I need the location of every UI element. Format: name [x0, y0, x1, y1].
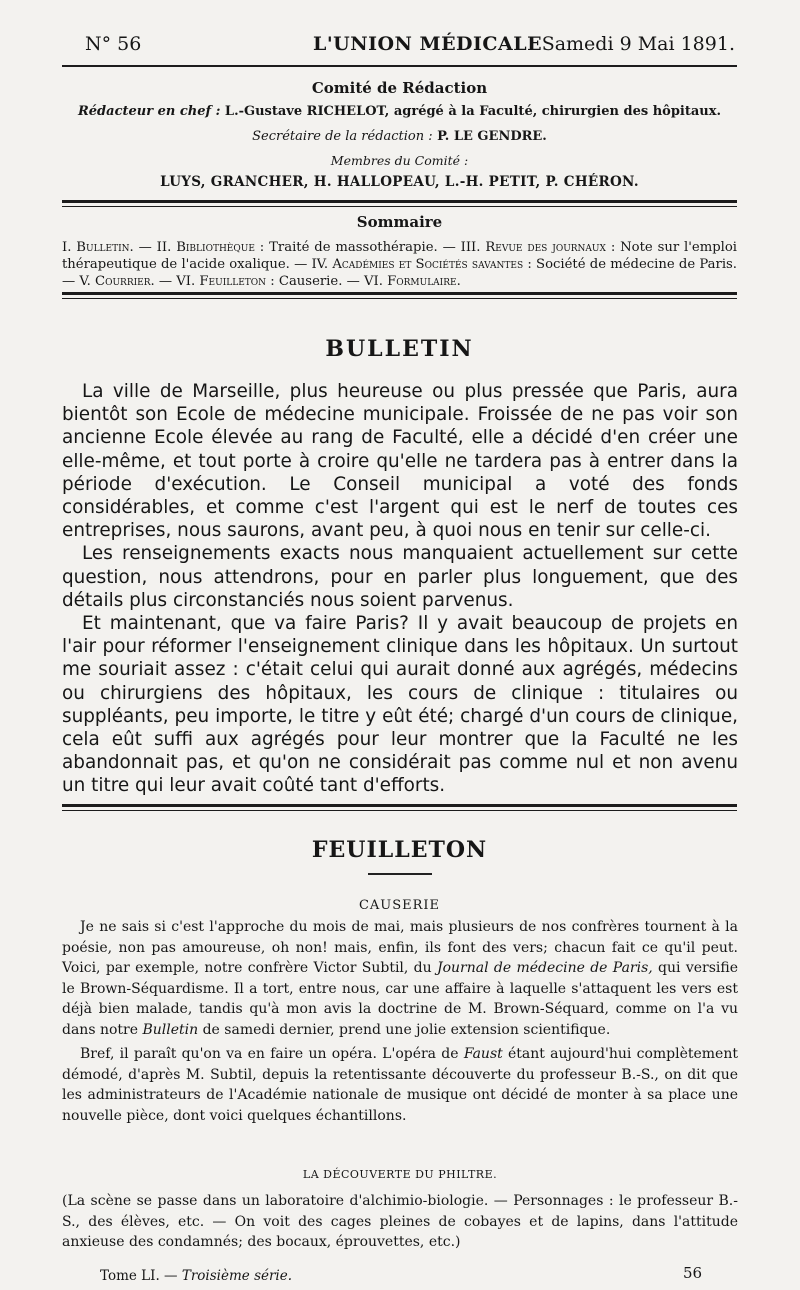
page-header — [85, 33, 735, 59]
sommaire-rule-thin — [62, 298, 737, 299]
text-run: Bref, il paraît qu'on va en faire un opéra. L'opéra de — [80, 1046, 464, 1062]
feuilleton-underline — [368, 873, 432, 875]
text-run: qui versifie le Brown-Séquardisme. Il a tort, entre nous, car une affaire à laquelle s'attaquent les vers est déjà bien malade, tandis qu'à mon avis la doctrine de M. Brown-Séquard, comme on l'a vu dans notre — [62, 960, 739, 1038]
sommaire-section: Courrier. — [94, 274, 155, 289]
feuilleton-body — [62, 917, 738, 1130]
serie-label: Troisième série. — [181, 1268, 293, 1284]
page-number: 56 — [683, 1264, 703, 1282]
sommaire-part: : Traité de massothérapie. — III. — [254, 240, 486, 255]
issue-number: N° 56 — [85, 33, 142, 55]
scene-subhead: LA DÉCOUVERTE DU PHILTRE. — [302, 1168, 498, 1181]
feuilleton-paragraph — [62, 1044, 738, 1126]
bulletin-reference: Bulletin — [142, 1021, 199, 1038]
sommaire-section: Académies et Sociétés savantes — [332, 257, 524, 272]
redacteur-label: Rédacteur en chef : — [77, 104, 221, 119]
sommaire-section: Bulletin. — [76, 240, 134, 255]
feuilleton-paragraph — [62, 917, 738, 1040]
sommaire-part: I. — [62, 240, 77, 255]
sommaire-part: — II. — [133, 240, 177, 255]
bulletin-paragraph: Les renseignements exacts nous manquaient actuellement sur cette question, nous attendrons, pour en parler plus longuement, que des détails plus circonstanciés nous soient parvenus. — [62, 543, 738, 611]
redacteur-line — [62, 104, 737, 119]
membres-names: LUYS, GRANCHER, H. HALLOPEAU, L.-H. PETIT, P. CHÉRON. — [160, 174, 639, 190]
footer-tome — [100, 1268, 292, 1284]
bulletin-title: BULLETIN — [325, 336, 474, 362]
sommaire-section: Feuilleton — [199, 274, 267, 289]
sommaire-part: — VI. — [154, 274, 200, 289]
text-run: étant aujourd'hui complètement démodé, d'après M. Subtil, depuis la retentissante découverte du professeur B.-S., on dit que les administrateurs de l'Académie nationale de musique ont décidé de monter à sa place une nouvelle pièce, dont voici quelques échantillons. — [62, 1046, 738, 1124]
redacteur-text: L.-Gustave RICHELOT, agrégé à la Faculté, chirurgien des hôpitaux. — [220, 104, 722, 119]
sommaire-part: : Causerie. — VI. — [266, 274, 388, 289]
feuilleton-title: FEUILLETON — [311, 837, 488, 863]
journal-name: Journal de médecine de Paris, — [436, 960, 653, 976]
journal-title: L'UNION MÉDICALE — [313, 33, 543, 55]
sommaire-rule-thick — [62, 292, 737, 295]
text-run: Je ne sais si c'est l'approche du mois de mai, mais plusieurs de nos confrères tournent à la poésie, non pas amoureuse, oh non! mais, enfin, ils font des vers; chacun fait ce qu'il peut. Voici, par exemple, notre confrère Victor Subtil, du — [62, 919, 738, 976]
secretaire-label: Secrétaire de la rédaction : — [252, 129, 433, 144]
sommaire-title: Sommaire — [356, 213, 443, 231]
bulletin-paragraph: La ville de Marseille, plus heureuse ou plus pressée que Paris, aura bientôt son Ecole de médecine municipale. Froissée de ne pas voir son ancienne Ecole élevée au rang de Faculté, elle a décidé d'en créer une elle-même, et tout porte à croire qu'elle ne tardera pas à entrer dans la période d'exécution. Le Conseil municipal a voté des fonds considérables, et comme c'est l'argent qui est le nerf de toutes ces entreprises, nous saurons, avant peu, à quoi nous en tenir sur celle-ci. — [62, 381, 738, 542]
secretaire-name: P. LE GENDRE. — [432, 129, 547, 144]
sommaire-section: Bibliothèque — [176, 240, 255, 255]
comite-title: Comité de Rédaction — [311, 79, 488, 97]
sommaire-part: : Note sur l'emploi thérapeutique de l'acide oxalique. — IV. — [62, 240, 738, 272]
bulletin-rule-thick — [62, 804, 737, 807]
opera-name: Faust — [463, 1046, 503, 1062]
comite-rule-thick — [62, 200, 737, 203]
sommaire-text — [62, 239, 737, 290]
sommaire-part: : Société de médecine de Paris. — V. — [62, 257, 738, 289]
header-rule — [62, 65, 737, 67]
secretaire-line — [62, 129, 737, 144]
comite-rule-thin — [62, 206, 737, 207]
tome-label: Tome LI. — — [100, 1268, 182, 1284]
bulletin-body — [62, 380, 738, 798]
text-run: de samedi dernier, prend une jolie extension scientifique. — [198, 1021, 611, 1038]
scene-paragraph: (La scène se passe dans un laboratoire d'alchimio-biologie. — Personnages : le professeur B.-S., des élèves, etc. — On voit des cages pleines de cobayes et de lapins, dans l'attitude anxieuse des condamnés; des bocaux, éprouvettes, etc.) — [62, 1193, 738, 1250]
membres-label: Membres du Comité : — [330, 153, 469, 168]
bulletin-paragraph: Et maintenant, que va faire Paris? Il y avait beaucoup de projets en l'air pour réformer l'enseignement clinique dans les hôpitaux. Un surtout me souriait assez : c'était celui qui aurait donné aux agrégés, médecins ou chirurgiens des hôpitaux, les cours de clinique : titulaires ou suppléants, peu importe, le titre y eût été; chargé d'un cours de clinique, cela eût suffi aux agrégés pour leur montrer que la Faculté ne les abandonnait pas, et qu'on ne considérait pas comme nul et non avenu un titre qui leur avait coûté tant d'efforts. — [62, 613, 738, 797]
sommaire-section: Revue des journaux — [485, 240, 606, 255]
causerie-title: CAUSERIE — [358, 898, 441, 913]
sommaire-section: Formulaire. — [387, 274, 461, 289]
issue-date: Samedi 9 Mai 1891. — [541, 33, 735, 55]
bulletin-rule-thin — [62, 810, 737, 811]
scene-text — [62, 1191, 738, 1253]
